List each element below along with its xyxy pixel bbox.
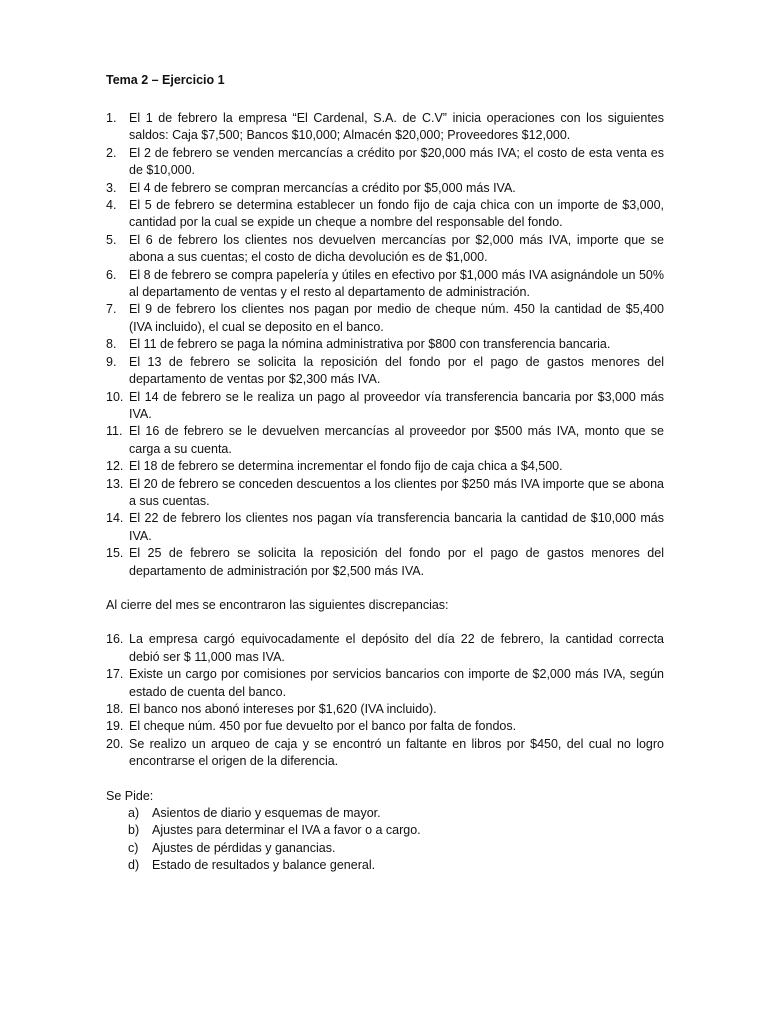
transactions-list <box>106 110 664 580</box>
requirement-item-number: b) <box>128 823 140 838</box>
list-item-text: El 25 de febrero se solicita la reposición del fondo por el pago de gastos menores del departamento de administración por $2,500 más IVA. <box>129 546 664 578</box>
list-item-text: El 18 de febrero se determina incrementar el fondo fijo de caja chica a $4,500. <box>129 459 563 474</box>
document-title: Tema 2 – Ejercicio 1 <box>106 73 225 87</box>
discrepancy-item-text: El cheque núm. 450 por fue devuelto por el banco por falta de fondos. <box>129 719 517 734</box>
list-item <box>106 423 664 458</box>
list-item <box>106 267 664 302</box>
list-item <box>106 476 664 511</box>
list-item-number: 5. <box>106 232 117 247</box>
list-item <box>106 510 664 545</box>
requirement-item-text: Ajustes de pérdidas y ganancias. <box>152 840 336 855</box>
list-item-text: El 20 de febrero se conceden descuentos a los clientes por $250 más IVA importe que se abona a sus cuentas. <box>129 476 664 508</box>
list-item-number: 13. <box>106 476 124 491</box>
list-item-number: 8. <box>106 337 117 352</box>
list-item <box>106 545 664 580</box>
requirement-item-text: Asientos de diario y esquemas de mayor. <box>152 806 381 821</box>
list-item-text: El 1 de febrero la empresa “El Cardenal, S.A. de C.V” inicia operaciones con los siguientes saldos: Caja $7,500; Bancos $10,000; Almacén $20,000; Proveedores $12,000. <box>129 111 664 143</box>
list-item-text: El 22 de febrero los clientes nos pagan vía transferencia bancaria la cantidad de $10,000 más IVA. <box>129 511 664 543</box>
list-item <box>106 301 664 336</box>
requirement-item-number: c) <box>128 840 139 855</box>
discrepancy-item <box>106 666 664 701</box>
discrepancies-intro: Al cierre del mes se encontraron las siguientes discrepancias: <box>106 597 449 612</box>
discrepancy-item <box>106 718 664 735</box>
list-item <box>106 110 664 145</box>
discrepancy-item-text: Se realizo un arqueo de caja y se encontró un faltante en libros por $450, del cual no logro encontrarse el origen de la diferencia. <box>129 736 664 769</box>
list-item-number: 1. <box>106 111 117 125</box>
requirement-item <box>128 840 664 857</box>
discrepancy-item-number: 17. <box>106 667 124 682</box>
discrepancy-item-text: Existe un cargo por comisiones por servicios bancarios con importe de $2,000 más IVA, según estado de cuenta del banco. <box>129 667 664 699</box>
discrepancy-item-number: 20. <box>106 736 124 751</box>
list-item <box>106 458 664 475</box>
list-item-number: 14. <box>106 511 124 526</box>
list-item <box>106 389 664 424</box>
discrepancies-list <box>106 631 664 770</box>
se-pide-list <box>106 805 664 875</box>
list-item-text: El 4 de febrero se compran mercancías a crédito por $5,000 más IVA. <box>129 180 516 195</box>
requirement-item <box>128 822 664 839</box>
se-pide-label: Se Pide: <box>106 788 154 803</box>
list-item-number: 15. <box>106 546 124 561</box>
requirement-item-text: Ajustes para determinar el IVA a favor o a cargo. <box>152 823 421 838</box>
list-item-text: El 2 de febrero se venden mercancías a crédito por $20,000 más IVA; el costo de esta venta es de $10,000. <box>129 145 664 178</box>
list-item-text: El 14 de febrero se le realiza un pago al proveedor vía transferencia bancaria por $3,000 más IVA. <box>129 389 664 421</box>
discrepancy-item <box>106 701 664 718</box>
discrepancy-item <box>106 736 664 771</box>
discrepancy-item <box>106 631 664 666</box>
list-item-text: El 5 de febrero se determina establecer un fondo fijo de caja chica con un importe de $3,000, cantidad por la cual se expide un cheque a nombre del responsable del fondo. <box>129 198 664 230</box>
list-item-number: 11. <box>106 424 123 439</box>
list-item-number: 6. <box>106 267 117 282</box>
list-item <box>106 145 664 180</box>
list-item-text: El 8 de febrero se compra papelería y útiles en efectivo por $1,000 más IVA asignándole un 50% al departamento de ventas y el resto al departamento de administración. <box>129 267 664 300</box>
list-item-number: 3. <box>106 180 117 195</box>
list-item-number: 12. <box>106 459 124 474</box>
list-item-text: El 11 de febrero se paga la nómina administrativa por $800 con transferencia bancaria. <box>129 337 611 352</box>
requirement-item <box>128 857 664 874</box>
discrepancy-item-text: El banco nos abonó intereses por $1,620 (IVA incluido). <box>129 702 437 716</box>
list-item-number: 7. <box>106 302 117 317</box>
discrepancy-item-text: La empresa cargó equivocadamente el depósito del día 22 de febrero, la cantidad correcta debió ser $ 11,000 mas IVA. <box>129 632 664 664</box>
list-item-text: El 9 de febrero los clientes nos pagan por medio de cheque núm. 450 la cantidad de $5,400 (IVA incluido), el cual se deposito en el banco. <box>129 302 664 334</box>
discrepancy-item-number: 18. <box>106 702 124 716</box>
requirement-item <box>128 805 664 822</box>
list-item <box>106 336 664 353</box>
list-item-text: El 13 de febrero se solicita la reposición del fondo por el pago de gastos menores del departamento de ventas por $2,300 más IVA. <box>129 354 664 387</box>
requirement-item-text: Estado de resultados y balance general. <box>152 858 376 873</box>
list-item-text: El 16 de febrero se le devuelven mercancías al proveedor por $500 más IVA, monto que se carga a su cuenta. <box>129 424 664 456</box>
list-item <box>106 197 664 232</box>
requirement-item-number: a) <box>128 806 140 821</box>
list-item-text: El 6 de febrero los clientes nos devuelven mercancías por $2,000 más IVA, importe que se abona a sus cuentas; el costo de dicha devolución es de $1,000. <box>129 232 664 265</box>
requirement-item-number: d) <box>128 858 140 873</box>
list-item-number: 4. <box>106 198 117 213</box>
discrepancy-item-number: 19. <box>106 719 124 734</box>
list-item <box>106 180 664 197</box>
list-item-number: 9. <box>106 354 117 369</box>
discrepancy-item-number: 16. <box>106 632 124 647</box>
list-item <box>106 232 664 267</box>
list-item-number: 2. <box>106 145 117 160</box>
list-item-number: 10. <box>106 389 124 404</box>
list-item <box>106 354 664 389</box>
